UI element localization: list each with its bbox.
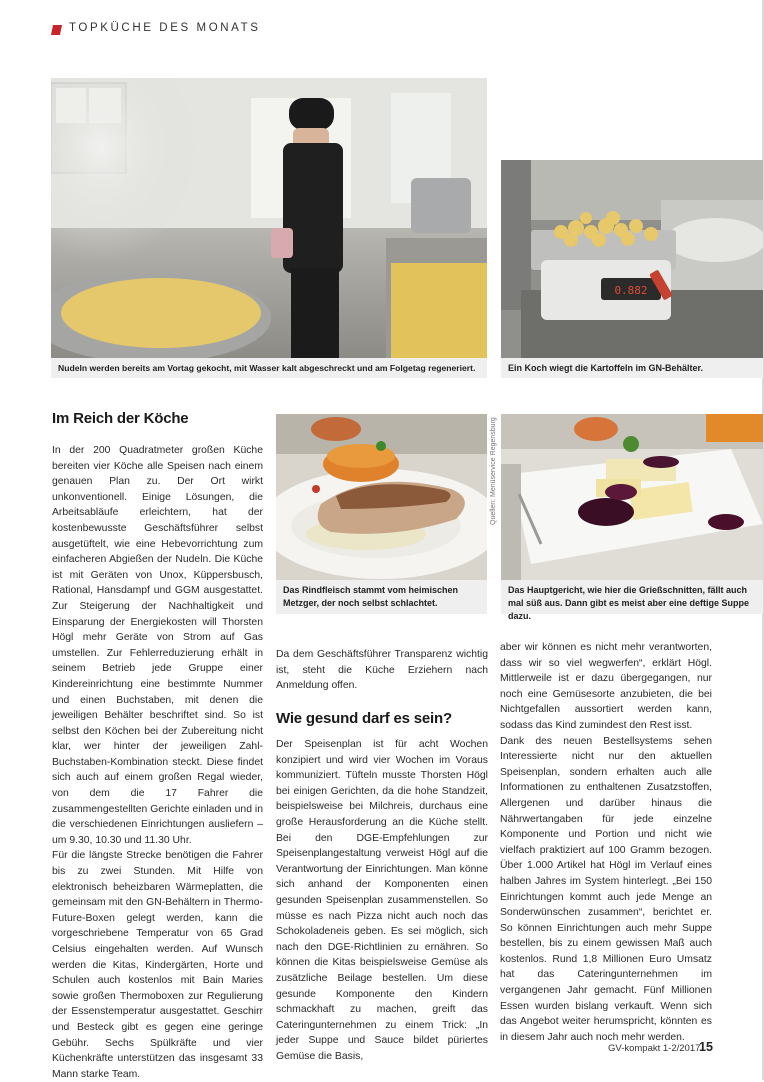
heading-im-reich-der-koeche: Im Reich der Köche xyxy=(52,410,189,427)
dessert-caption: Das Hauptgericht, wie hier die Grießschnitten, fällt auch mal süß aus. Dann gibt es meist aber eine deftige Suppe dazu. xyxy=(501,580,763,614)
kitchen-caption: Nudeln werden bereits am Vortag gekocht, mit Wasser kalt abgeschreckt und am Folgetag regeneriert. xyxy=(51,358,487,378)
footer-publication: GV-kompakt 1-2/2017 xyxy=(608,1043,701,1054)
col2-paragraph-2: Der Speisenplan ist für acht Wochen konzipiert und wird vier Wochen im Voraus kommuniziert. Tüfteln musste Thorsten Högl bei einigen Gerichten, da die hohe Standzeit, beispielsweise bei Milchreis, durchaus eine große Herausforderung an die Küche stellt. Bei den DGE-Empfehlungen zur Speisenplangestaltung verweist Högl auf die Verantwortung der Einrichtungen. Man könne sich anhand der Komponenten einen gesunden Speisenplan zusammenstellen. So müsse es nach Pizza nicht auch noch das Schokoladeneis geben. Es sei möglich, sich nach den DGE-Richtlinien zu ernähren. So können die Kitas beispielsweise Gemüse als zusätzliche Beilage bestellen. Um diese gesunde Komponente den Kindern schmackhaft zu machen, greift das Cateringunternehmen zu einem Trick: „In jeder Suppe und Sauce bildet püriertes Gemüse die Basis, xyxy=(276,739,488,1062)
meat-photo xyxy=(276,414,487,580)
page-number: 15 xyxy=(699,1040,713,1054)
scale-caption: Ein Koch wiegt die Kartoffeln im GN-Behälter. xyxy=(501,358,763,378)
col2-paragraph-1: Da dem Geschäftsführer Transparenz wichtig ist, steht die Küche Erziehern nach Anmeldung offen. xyxy=(276,649,488,692)
section-title: TOPKÜCHE DES MONATS xyxy=(69,22,261,34)
scale-photo xyxy=(501,160,763,358)
column-2 xyxy=(276,737,488,1064)
photo-credit: Quellen: Menüservice Regensburg xyxy=(490,417,497,525)
col1-paragraph-2: Für die längste Strecke benötigen die Fahrer bis zu zwei Stunden. Mit Hilfe von elektronisch beheizbaren Wärmeplatten, die gemeinsam mit den GN-Behältern in Thermo-Future-Boxen gelegt werden, kann die vorgeschriebene Temperatur von 65 Grad Celsius eingehalten werden. Auf Wunsch werden die Kitas, Kindergärten, Horte und Schulen auch kostenlos mit Bain Maries sowie großen Thermoboxen zur Regulierung der Essenstemperatur ausgestattet. Geschirr und Besteck gibt es gegen eine geringe Gebühr. Sechs Spülkräfte und vier Küchenkräfte unterstützen das insgesamt 33 Mann starke Team. xyxy=(52,850,263,1080)
scale-readout: 0.882 xyxy=(614,284,648,297)
kitchen-photo xyxy=(51,78,487,358)
col3-paragraph-2: Dank des neuen Bestellsystems sehen Interessierte nicht nur den aktuellen Speisenplan, sondern erhalten auch alle Informationen zu enthaltenen Zusatzstoffen, Allergenen und darüber hinaus die Nährwertangaben für jede einzelne Komponente und Portion und nicht wie vielfach praktiziert auf 100 Gramm bezogen. Über 1.000 Artikel hat Högl im Verlauf eines halben Jahres im System hinterlegt. „Bei 150 Einrichtungen kommt auch jede Menge an Sonderwünschen zusammen“, berichtet er. So können Einrichtungen auch mehr Suppe bestellen, bis zu einem gewissen Maß auch kostenlos. Rund 1,8 Millionen Euro Umsatz hat das Cateringunternehmen im vergangenen Jahr gemacht. Fünf Millionen Essen wurden bislang verkauft. Wenn sich das Angebot weiter herumspricht, könnten es in diesem Jahr auch noch mehr werden. xyxy=(500,735,712,1043)
column-3 xyxy=(500,640,712,1045)
heading-wie-gesund: Wie gesund darf es sein? xyxy=(276,710,452,727)
section-marker xyxy=(51,25,62,35)
meat-caption: Das Rindfleisch stammt vom heimischen Metzger, der noch selbst schlachtet. xyxy=(276,580,487,614)
col3-paragraph-1: aber wir können es nicht mehr verantworten, dass wir so viel wegwerfen“, erklärt Högl. Mittlerweile ist er dazu übergegangen, nur noch eine Gemüsesorte anzubieten, die bei Nichtgefallen aussortiert werden kann, sodass das Kind zumindest den Rest isst. xyxy=(500,642,712,731)
dessert-photo xyxy=(501,414,763,580)
column-2-intro xyxy=(276,647,488,694)
column-1 xyxy=(52,443,263,1082)
col1-paragraph-1: In der 200 Quadratmeter großen Küche bereiten vier Köche alle Speisen nach einem genauen Plan zu. Der Ort wirkt unkonventionell. Einige Lösungen, die Arbeitsabläufe erleichtern, hat der kostenbewusste Geschäftsführer selbst ausgetüftelt, wie eine Hebevorrichtung zum einfacheren Abgießen der Nudeln. Die Küche ist mit Geräten von Unox, Küppersbusch, Rational, Hansdampf und GGM ausgestattet. Zur Steigerung der Nachhaltigkeit und Einsparung der Energiekosten will Thorsten Högl mehr Geräte von Strom auf Gas umstellen. Zur Fehlerreduzierung erhält in seinem Betrieb jede Gruppe einer Kindereinrichtung eine bestimmte Nummer und einen Buchstaben, mit denen die jeweiligen Behälter beschriftet sind. So ist selbst den Köchen bei der Zubereitung nicht klar, wer hinter der jeweiligen Zahl-Buchstaben-Kombination steckt. Diese findet sich auch auf einem großen Regal wieder, von dem die 17 Fahrer die zusammengestellten Gerichte einladen und in die verschiedenen Einrichtungen ausliefern – um 9.30, 10.30 und 11.30 Uhr. xyxy=(52,445,263,846)
